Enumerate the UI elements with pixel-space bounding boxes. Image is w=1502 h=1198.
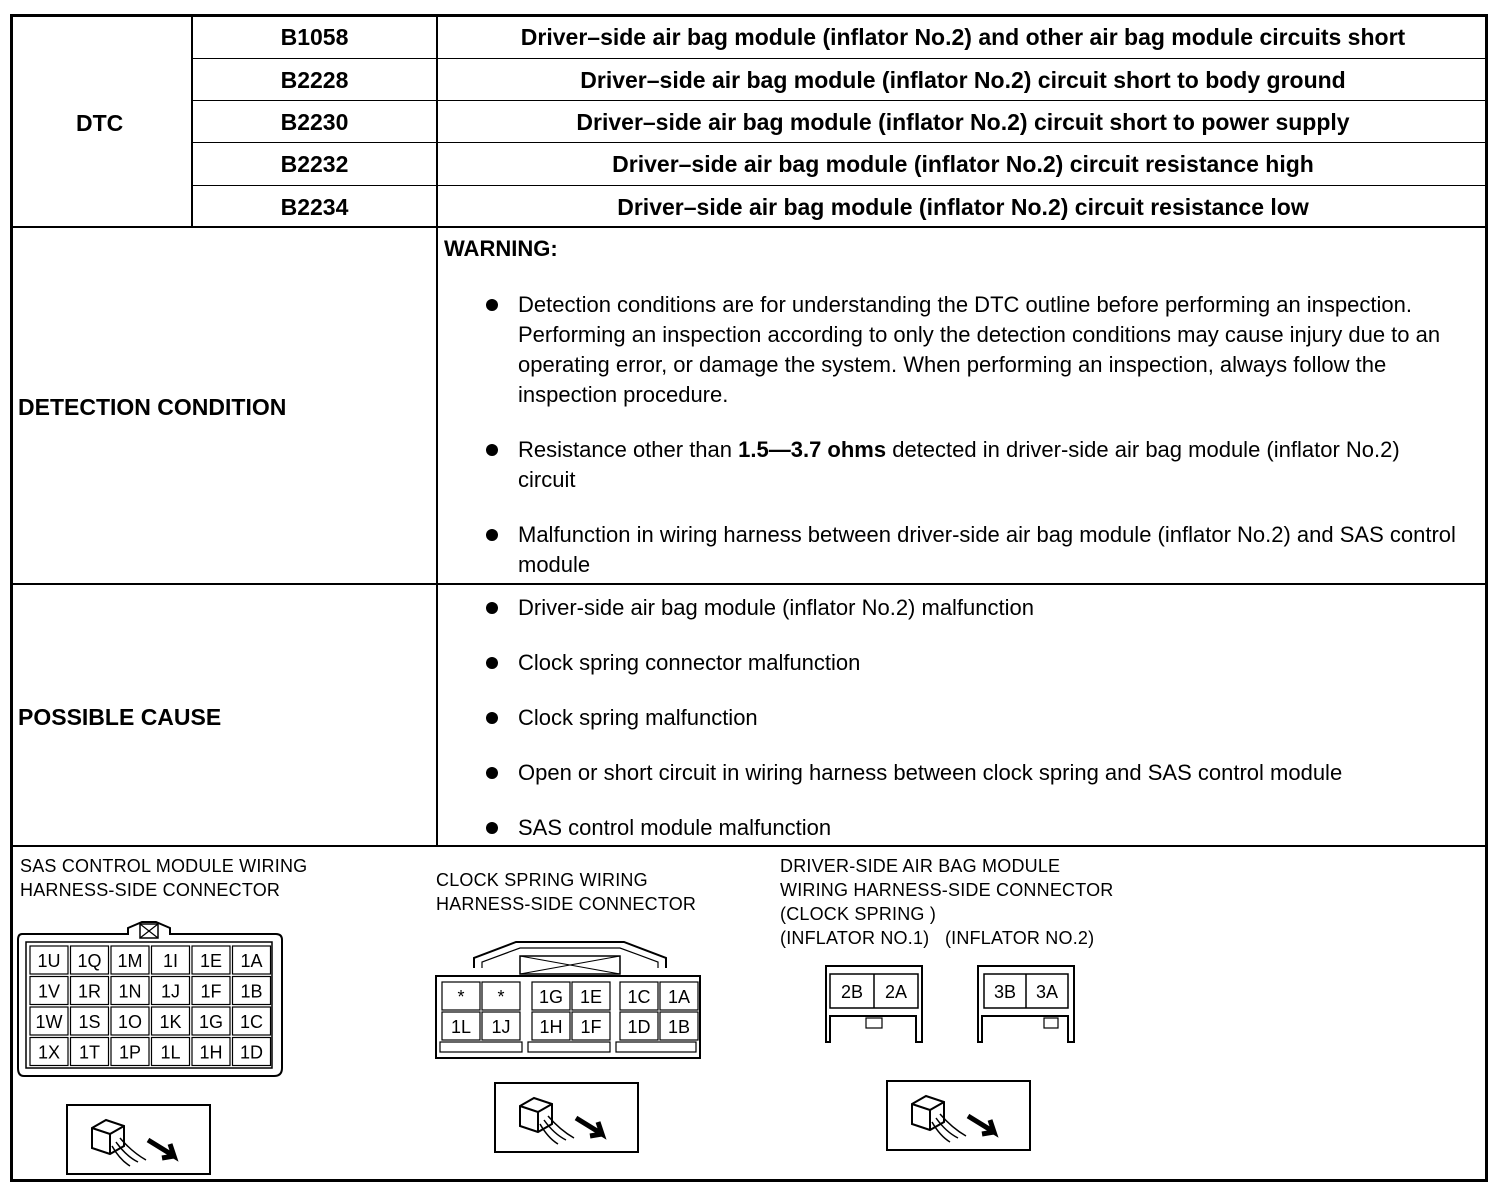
pin-label: 1Q — [77, 951, 102, 971]
pin-label: 1A — [240, 951, 263, 971]
pin-label: 1S — [78, 1012, 101, 1032]
detection-text: Malfunction in wiring harness between driver-side air bag module (inflator No.2) and SAS control module — [518, 522, 1456, 577]
pin-label: 1I — [162, 951, 179, 971]
dtc-description: Driver–side air bag module (inflator No.2) circuit short to body ground — [580, 67, 1346, 93]
pin-label: 1A — [667, 987, 691, 1007]
clock-spring-connector-title: CLOCK SPRING WIRING HARNESS-SIDE CONNECTOR — [436, 870, 697, 914]
pin-label: 1W — [35, 1012, 63, 1032]
inflator-1-connector-diagram — [820, 962, 930, 1048]
pin-label: 1L — [450, 1017, 472, 1037]
row-divider — [192, 142, 1488, 143]
sas-connector-diagram — [16, 918, 286, 1082]
section-divider — [10, 226, 1488, 228]
pin-label: 2A — [884, 982, 908, 1002]
bullet-icon — [486, 602, 498, 614]
detection-text: Resistance other than 1.5—3.7 ohms detected in driver-side air bag module (inflator No.2) circuit — [518, 437, 1400, 492]
airbag-connector-title: DRIVER-SIDE AIR BAG MODULE WIRING HARNESS-SIDE CONNECTOR (CLOCK SPRING ) (INFLATOR NO.1) (INFLATOR NO.2) — [780, 856, 1114, 948]
cause-text: Clock spring connector malfunction — [518, 650, 861, 675]
pin-label: 1E — [579, 987, 603, 1007]
pin-label: 3A — [1035, 982, 1059, 1002]
cause-text: SAS control module malfunction — [518, 815, 832, 840]
dtc-label: DTC — [76, 110, 124, 136]
pin-label: 1K — [159, 1012, 182, 1032]
dtc-code: B2234 — [280, 194, 349, 220]
dtc-description: Driver–side air bag module (inflator No.2) and other air bag module circuits short — [520, 24, 1406, 50]
pin-label: 1L — [160, 1042, 181, 1063]
resistance-value: 1.5—3.7 ohms — [738, 437, 887, 462]
pin-label: 1C — [239, 1012, 264, 1032]
pin-label: 1C — [627, 987, 651, 1007]
pin-label: 1E — [199, 951, 223, 971]
cause-text: Clock spring malfunction — [518, 705, 758, 730]
pin-label: 1U — [37, 951, 61, 971]
inflator-2-connector-diagram — [972, 962, 1082, 1048]
cause-text: Driver-side air bag module (inflator No.2) malfunction — [518, 595, 1034, 620]
bullet-icon — [486, 529, 498, 541]
pin-label: 1M — [117, 951, 143, 971]
pin-label: 1D — [627, 1017, 651, 1037]
dtc-code: B2232 — [280, 151, 349, 177]
section-divider — [10, 845, 1488, 847]
row-divider — [192, 185, 1488, 186]
dtc-description: Driver–side air bag module (inflator No.2) circuit resistance low — [617, 194, 1309, 220]
pin-label: 1B — [667, 1017, 691, 1037]
dtc-description: Driver–side air bag module (inflator No.2) circuit short to power supply — [576, 109, 1350, 135]
harness-side-view-icon — [886, 1080, 1032, 1152]
pin-label: 1G — [198, 1012, 224, 1032]
dtc-description: Driver–side air bag module (inflator No.2) circuit resistance high — [612, 151, 1314, 177]
pin-label: 1F — [580, 1017, 602, 1037]
pin-label: 1H — [539, 1017, 563, 1037]
bullet-icon — [486, 767, 498, 779]
pin-label: 1F — [200, 981, 222, 1002]
pin-label: 2B — [840, 982, 864, 1002]
warning-title: WARNING: — [444, 236, 558, 261]
pin-label: * — [457, 987, 465, 1007]
dtc-code: B1058 — [280, 24, 349, 50]
pin-label: 1B — [240, 981, 263, 1002]
pin-label: 1P — [118, 1042, 142, 1063]
pin-label: 1J — [491, 1017, 511, 1037]
detection-condition-label: DETECTION CONDITION — [18, 394, 287, 420]
bullet-icon — [486, 657, 498, 669]
pin-label: 1O — [117, 1012, 143, 1032]
section-divider — [10, 583, 1488, 585]
pin-label: 1N — [118, 981, 142, 1002]
cause-text: Open or short circuit in wiring harness between clock spring and SAS control module — [518, 760, 1343, 785]
harness-side-view-icon — [66, 1104, 212, 1176]
bullet-icon — [486, 299, 498, 311]
pin-label: 1X — [37, 1042, 61, 1063]
dtc-code: B2228 — [280, 67, 349, 93]
pin-label: 1T — [78, 1042, 101, 1063]
pin-label: 1R — [77, 981, 102, 1002]
pin-label: 1J — [160, 981, 181, 1002]
detection-text: Detection conditions are for understanding the DTC outline before performing an inspection. Performing an inspection according to only the detection conditions may cause injury due to an operating error, or damage the system. When performing an inspection, always follow the inspection procedure. — [518, 292, 1441, 407]
pin-label: 1G — [538, 987, 564, 1007]
pin-label: 1D — [239, 1042, 264, 1063]
dtc-code: B2230 — [280, 109, 349, 135]
harness-side-view-icon — [494, 1082, 640, 1154]
clock-spring-connector-diagram — [434, 938, 706, 1062]
bullet-icon — [486, 444, 498, 456]
row-divider — [192, 100, 1488, 101]
pin-label: 1V — [37, 981, 61, 1002]
column-divider — [436, 14, 438, 847]
row-divider — [192, 58, 1488, 59]
pin-label: 1H — [199, 1042, 223, 1063]
pin-label: * — [497, 987, 505, 1007]
bullet-icon — [486, 822, 498, 834]
possible-cause-label: POSSIBLE CAUSE — [18, 704, 222, 730]
bullet-icon — [486, 712, 498, 724]
pin-label: 3B — [993, 982, 1017, 1002]
sas-connector-title: SAS CONTROL MODULE WIRING HARNESS-SIDE CONNECTOR — [20, 856, 308, 900]
